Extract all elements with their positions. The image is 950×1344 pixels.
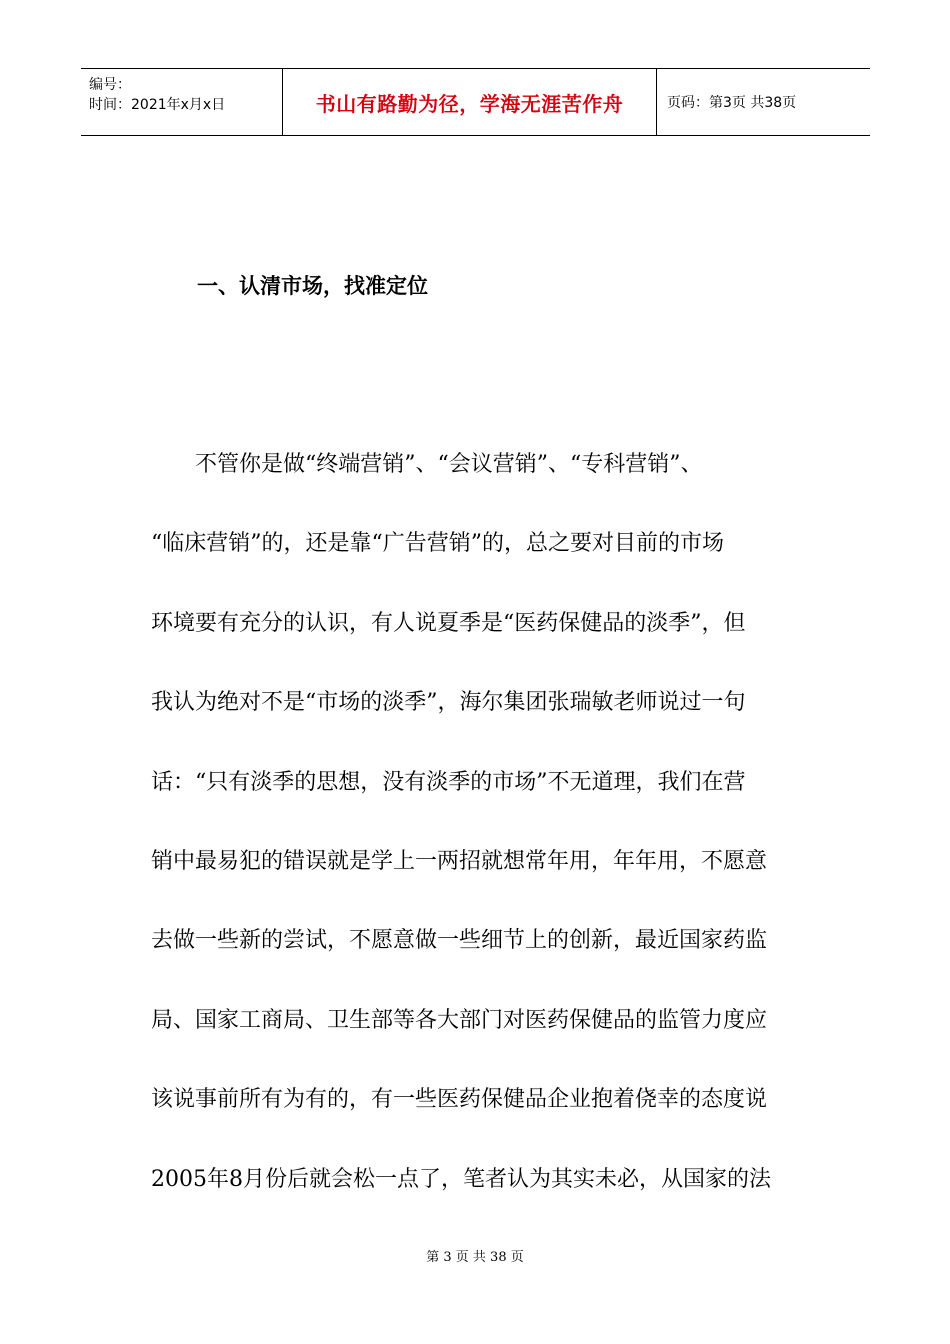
paragraph-line: 不管你是做“终端营销”、“会议营销”、“专科营销”、 xyxy=(195,452,703,477)
header-motto: 书山有路勤为径，学海无涯苦作舟 xyxy=(315,91,624,116)
body-paragraph xyxy=(151,425,791,1219)
paragraph-line: 局、国家工商局、卫生部等各大部门对医药保健品的监管力度应 xyxy=(151,1007,768,1033)
paragraph-line: 我认为绝对不是“市场的淡季”，海尔集团张瑞敏老师说过一句 xyxy=(151,690,746,716)
paragraph-line: 去做一些新的尝试，不愿意做一些细节上的创新，最近国家药监 xyxy=(151,928,768,954)
header-meta xyxy=(81,69,283,135)
paragraph-line: 话：“只有淡季的思想，没有淡季的市场”不无道理，我们在营 xyxy=(151,769,746,795)
paragraph-line: 环境要有充分的认识，有人说夏季是“医药保健品的淡季”，但 xyxy=(151,610,746,636)
page-footer: 第 3 页 共 38 页 xyxy=(426,1250,524,1265)
paragraph-line: 2005年8月份后就会松一点了，笔者认为其实未必，从国家的法 xyxy=(151,1166,771,1192)
header-motto-cell xyxy=(283,69,657,135)
paragraph-line: 销中最易犯的错误就是学上一两招就想常年用，年年用，不愿意 xyxy=(151,848,768,874)
section-title: 一、认清市场，找准定位 xyxy=(197,274,428,298)
header-page-number: 页码：第3页 共38页 xyxy=(667,95,797,111)
document-date-label: 时间：2021年x月x日 xyxy=(89,97,226,113)
page-header xyxy=(81,68,870,136)
paragraph-line: 该说事前所有为有的，有一些医药保健品企业抱着侥幸的态度说 xyxy=(151,1087,768,1113)
header-page-cell xyxy=(657,69,870,135)
document-number-label: 编号： xyxy=(89,77,131,93)
paragraph-line: “临床营销”的，还是靠“广告营销”的，总之要对目前的市场 xyxy=(151,531,724,557)
